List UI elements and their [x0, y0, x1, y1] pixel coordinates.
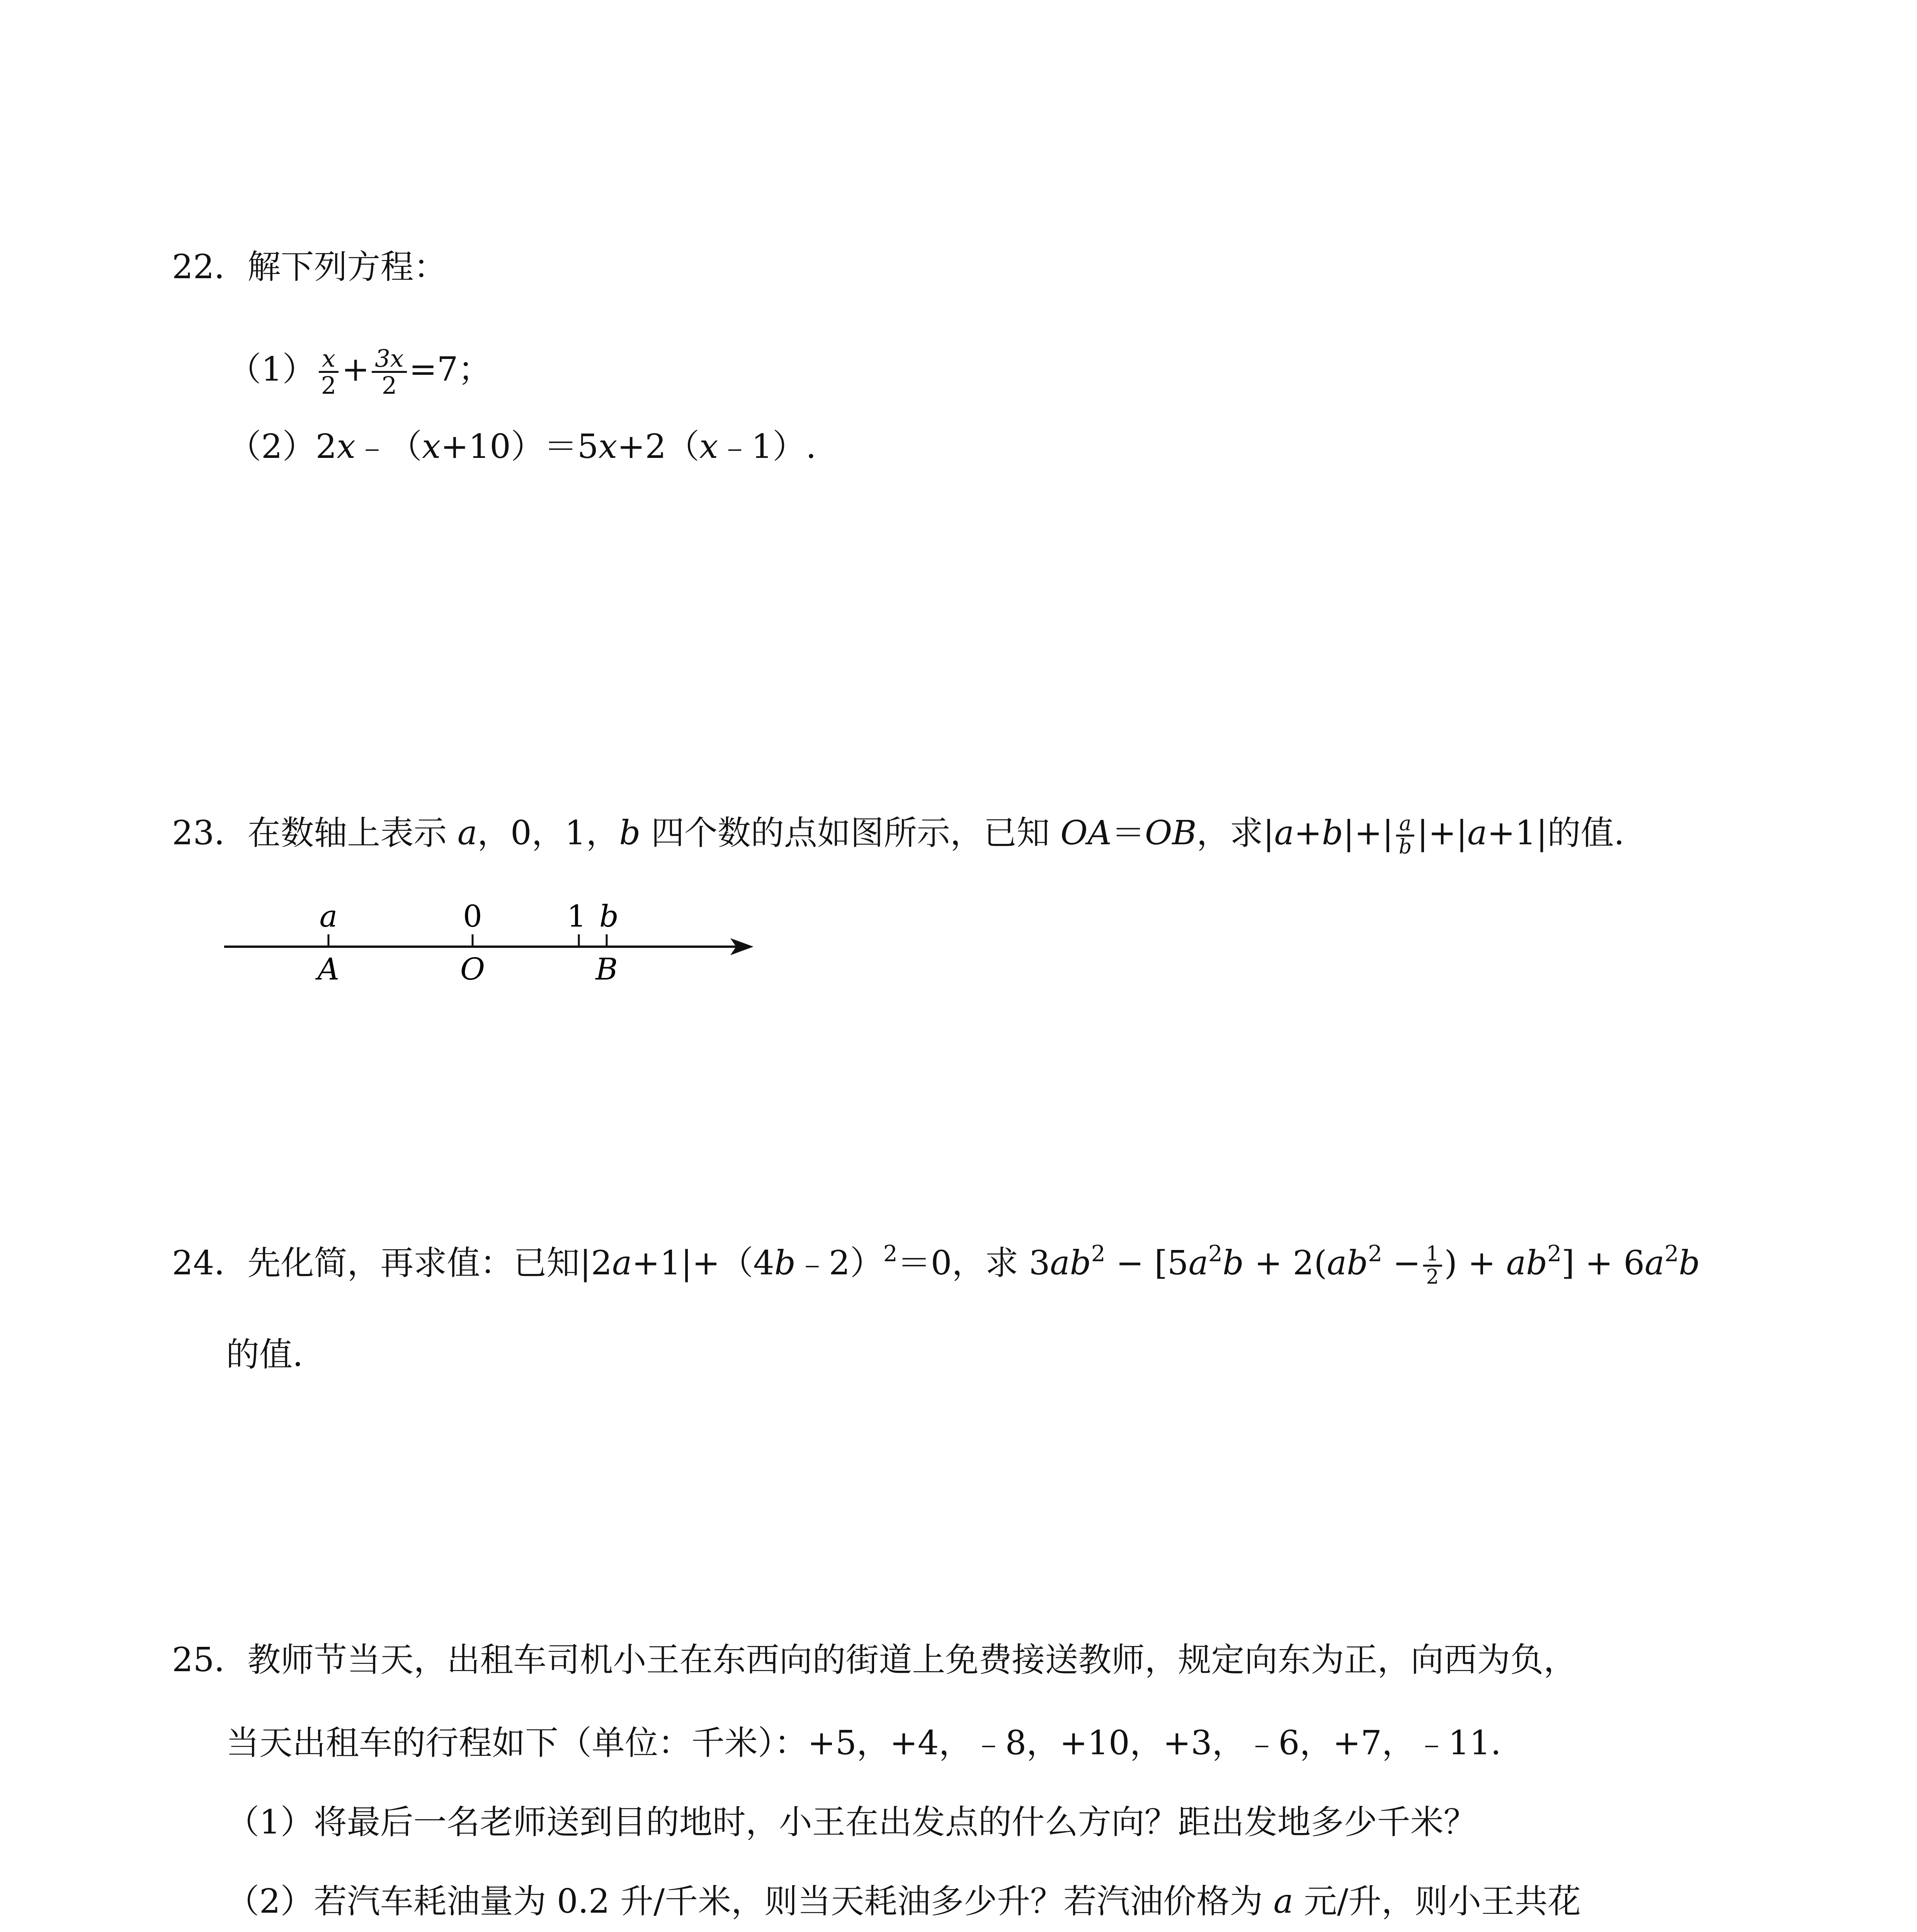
- plus-sign: +: [342, 350, 370, 389]
- fraction-x-over-2: $\frac{x}{2}$: [318, 346, 339, 398]
- label-a: a: [319, 899, 338, 934]
- q22-part1-label: （1）: [228, 350, 316, 389]
- q25-part1: （1）将最后一名老师送到目的地时，小王在出发点的什么方向？距出发地多少千米？: [226, 1803, 1477, 1842]
- q22-part1-tail: =7；: [409, 350, 492, 389]
- label-1: 1: [567, 899, 586, 934]
- label-0: 0: [463, 899, 482, 934]
- fraction-3x-over-2: $\frac{3x}{2}$: [372, 346, 407, 398]
- label-b: b: [599, 899, 619, 934]
- label-O: O: [460, 952, 485, 987]
- q24-line2: 的值.: [226, 1335, 303, 1374]
- q25-part2-line1: （2）若汽车耗油量为 0.2 升/千米，则当天耗油多少升？若汽油价格为 a 元/升，则小王共花: [226, 1882, 1581, 1921]
- q24-line1: 24．先化简，再求值：已知|2a+1|+（4b﹣2）$^2$＝0，求 $3ab^2 - [5a^2b + 2(ab^2$ − $\frac{1}{2}$ ) + $ab^2] + 6a^2b$: [172, 1240, 1700, 1289]
- q22-part2: （2）2x﹣（x+10）＝5x+2（x﹣1）.: [228, 427, 816, 466]
- fraction-one-half: $\frac{1}{2}$: [1423, 1243, 1442, 1287]
- number-line-figure: [216, 889, 765, 1009]
- label-B: B: [595, 952, 618, 987]
- q22-part1: [228, 346, 491, 398]
- q25-line2: 当天出租车的行程如下（单位：千米）：+5，+4，﹣8，+10，+3，﹣6，+7，﹣11.: [226, 1724, 1501, 1762]
- q24-expression: $3ab^2 - [5a^2b + 2(ab^2$ − $\frac{1}{2}$ ) + $ab^2] + 6a^2b$: [1029, 1240, 1700, 1289]
- q22-title: 22．解下列方程：: [172, 248, 447, 286]
- fraction-a-over-b: $\frac{a}{b}$: [1396, 813, 1415, 857]
- q25-line1: 25．教师节当天，出租车司机小王在东西向的街道上免费接送教师，规定向东为正，向西为负，: [172, 1641, 1577, 1679]
- label-A: A: [317, 952, 340, 987]
- q23-text: 23．在数轴上表示 a，0，1，b 四个数的点如图所示，已知 OA＝OB，求|a+b|+| $\frac{a}{b}$ |+|a+1|的值.: [172, 812, 1624, 859]
